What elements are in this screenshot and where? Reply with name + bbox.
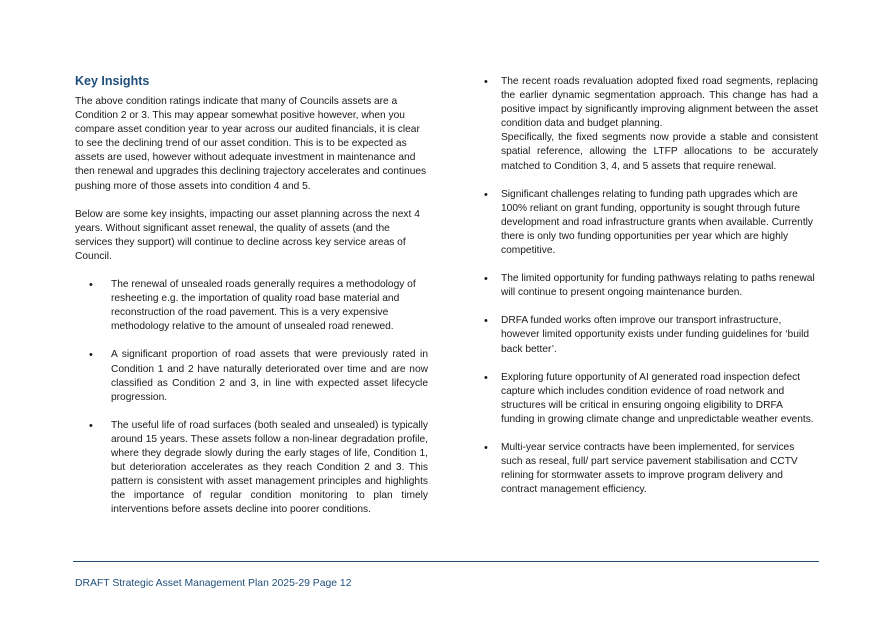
bullet-text: The renewal of unsealed roads generally requires a methodology of resheeting e.g. the importation of quality road base material and reconstruction of the road pavement. This is a very expensive methodology relative to the amount of unsealed road renewed. (111, 279, 416, 333)
bullet-icon: • (89, 279, 93, 292)
list-item (484, 75, 818, 174)
bullet-icon: • (484, 188, 488, 201)
bullet-icon: • (89, 349, 93, 362)
right-bullet-list (484, 75, 818, 497)
bullet-icon: • (484, 273, 488, 286)
list-item (484, 314, 818, 356)
list-item (75, 419, 428, 518)
bullet-text: The recent roads revaluation adopted fixed road segments, replacing the earlier dynamic segmentation approach. This change has had a positive impact by significantly improving alignment between the asset condition data and budget planning. (501, 76, 818, 130)
list-item (484, 441, 818, 497)
list-item (484, 371, 818, 427)
bullet-icon: • (484, 76, 488, 88)
insights-paragraph: Below are some key insights, impacting our asset planning across the next 4 years. Without significant asset renewal, the quality of assets (and the services they support) will continue to decline across key service areas of Council. (75, 208, 420, 262)
intro-paragraph: The above condition ratings indicate that many of Councils assets are a Condition 2 or 3. This may appear somewhat positive however, when you compare asset condition year to year across our audited financials, it is clear to see the declining trend of our asset condition. This is to be expected as assets are used, however without adequate investment in maintenance and then renewal and upgrades this declining trajectory accelerates and continues pushing more of those assets into condition 4 and 5. (75, 96, 427, 192)
list-item (484, 188, 818, 258)
bullet-text: DRFA funded works often improve our transport infrastructure, however limited opportunity exists under funding guidelines for ‘build back better’. (501, 315, 810, 355)
list-item (75, 278, 428, 334)
right-column (484, 75, 818, 511)
bullet-text: The useful life of road surfaces (both sealed and unsealed) is typically around 15 years. These assets follow a non-linear degradation profile, where they degrade slowly during the early stages of life, Condition 1, but deterioration accelerates as they reach Condition 2 and 3. This pattern is consistent with asset management principles and highlights the importance of regular condition monitoring to plan timely interventions before assets decline into poorer conditions. (111, 419, 428, 516)
bullet-icon: • (484, 371, 488, 384)
bullet-text: Significant challenges relating to funding path upgrades which are 100% reliant on grant funding, opportunity is sought through future development and road infrastructure grants when available. Currently there is only two funding opportunities per year which are highly competitive. (501, 188, 814, 257)
bullet-icon: • (89, 419, 93, 432)
bullet-icon: • (484, 315, 488, 328)
bullet-text: The limited opportunity for funding pathways relating to paths renewal will continue to present ongoing maintenance burden. (501, 273, 815, 299)
left-column (75, 74, 428, 531)
bullet-icon: • (484, 441, 488, 454)
footer-divider (73, 561, 819, 562)
bullet-text: Multi-year service contracts have been implemented, for services such as reseal, full/ part service pavement stabilisation and CCTV relining for stormwater assets to improve program delivery and contract management efficiency. (501, 441, 798, 496)
bullet-text-continued: Specifically, the fixed segments now provide a stable and consistent spatial reference, allowing the LTFP allocations to be accurately matched to Condition 3, 4, and 5 assets that require renewal. (501, 132, 818, 172)
list-item (484, 272, 818, 300)
bullet-text: A significant proportion of road assets that were previously rated in Condition 1 and 2 have naturally deteriorated over time and are now classified as Condition 2 and 3, in line with expected asset lifecycle progression. (111, 349, 428, 403)
bullet-text: Exploring future opportunity of AI generated road inspection defect capture which includes condition evidence of road network and structures will be critical in ensuring ongoing eligibility to DRFA funding in growing climate change and unpredictable weather events. (501, 371, 814, 425)
page-footer: DRAFT Strategic Asset Management Plan 2025-29 Page 12 (75, 578, 352, 589)
list-item (75, 348, 428, 404)
section-heading: Key Insights (75, 74, 150, 88)
left-bullet-list (75, 278, 428, 517)
